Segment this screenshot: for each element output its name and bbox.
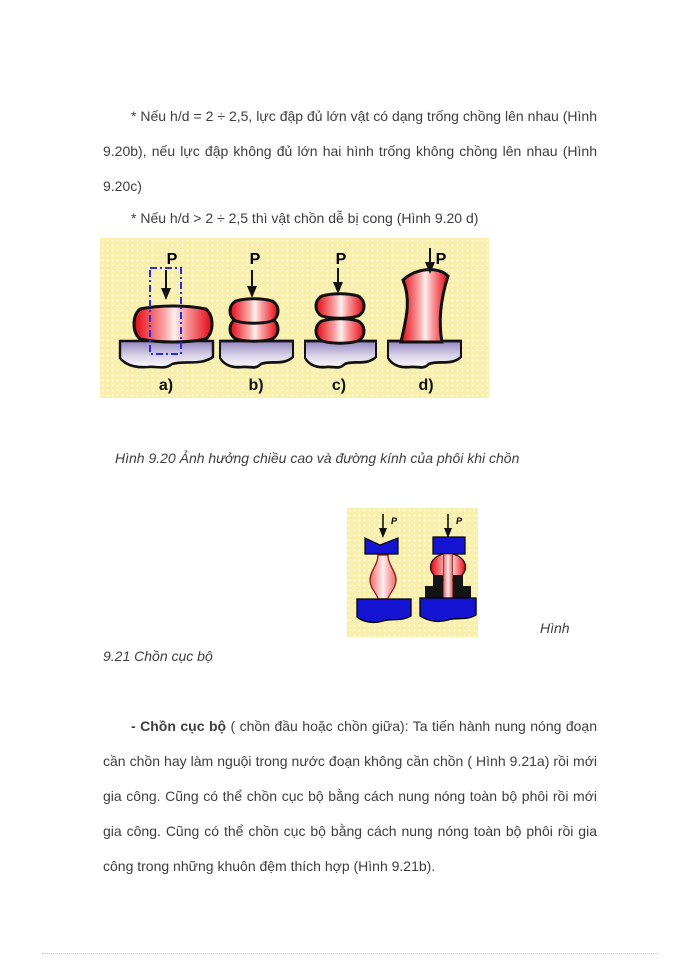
force-label-b: P (249, 251, 261, 268)
local-upsetting-body: ( chồn đầu hoặc chồn giữa): Ta tiến hành nung nóng đoạn cần chồn hay làm nguội trong nước đoạn không cần chồn ( Hình 9.21a) rồi mới gia công. Cũng có thể chồn cục bộ bằng cách nung nóng toàn bộ phôi rồi mới gia công. Cũng có thể chồn cục bộ bằng cách nung nóng toàn bộ phôi rồi gia công trong những khuôn đệm thích hợp (Hình 9.21b). (103, 718, 597, 874)
subfigure-label-d: d) (418, 377, 434, 394)
figure-9-21-caption-line1: Hình (540, 620, 570, 636)
figure-9-20-image (100, 238, 489, 398)
subfigure-label-c: c) (331, 377, 347, 394)
subfigure-label-a: a) (158, 377, 174, 394)
paragraph-upset-ratio-greater: * Nếu h/d > 2 ÷ 2,5 thì vật chồn dễ bị cong (Hình 9.20 d) (131, 210, 479, 226)
force-label-c: P (335, 251, 347, 268)
force-label-921b: P (456, 516, 463, 526)
barrel-upper-b (230, 299, 278, 324)
force-label-921a: P (391, 516, 398, 526)
figure-9-21-caption-line2: 9.21 Chồn cục bộ (103, 648, 213, 664)
paragraph-upset-ratio-equal: * Nếu h/d = 2 ÷ 2,5, lực đập đủ lớn vật có dạng trống chồng lên nhau (Hình 9.20b), nếu lực đập không đủ lớn hai hình trống không chồng lên nhau (Hình 9.20c) (103, 108, 597, 194)
force-label-d: P (435, 251, 447, 268)
rod-workpiece-921b (444, 554, 453, 598)
figure-9-21 (347, 508, 478, 637)
figure-9-20 (100, 238, 489, 398)
figure-9-20-caption: Hình 9.20 Ảnh hưởng chiều cao và đường kính của phôi khi chồn (115, 450, 520, 466)
paragraph-local-upsetting (103, 709, 597, 884)
barrel-upper-c (316, 294, 364, 319)
page-bottom-dotted-divider (42, 953, 658, 954)
force-label-a: P (166, 251, 178, 268)
buckled-workpiece-d (401, 270, 448, 342)
local-upsetting-term: - Chồn cục bộ (131, 718, 227, 734)
barrel-workpiece-a (134, 306, 212, 342)
bottom-anvil-921a (357, 599, 411, 622)
top-die-921b (433, 537, 465, 554)
figure-9-21-image (347, 508, 478, 637)
barrel-lower-c (316, 319, 364, 344)
bottom-anvil-921b (420, 598, 476, 621)
subfigure-label-b: b) (248, 377, 264, 394)
